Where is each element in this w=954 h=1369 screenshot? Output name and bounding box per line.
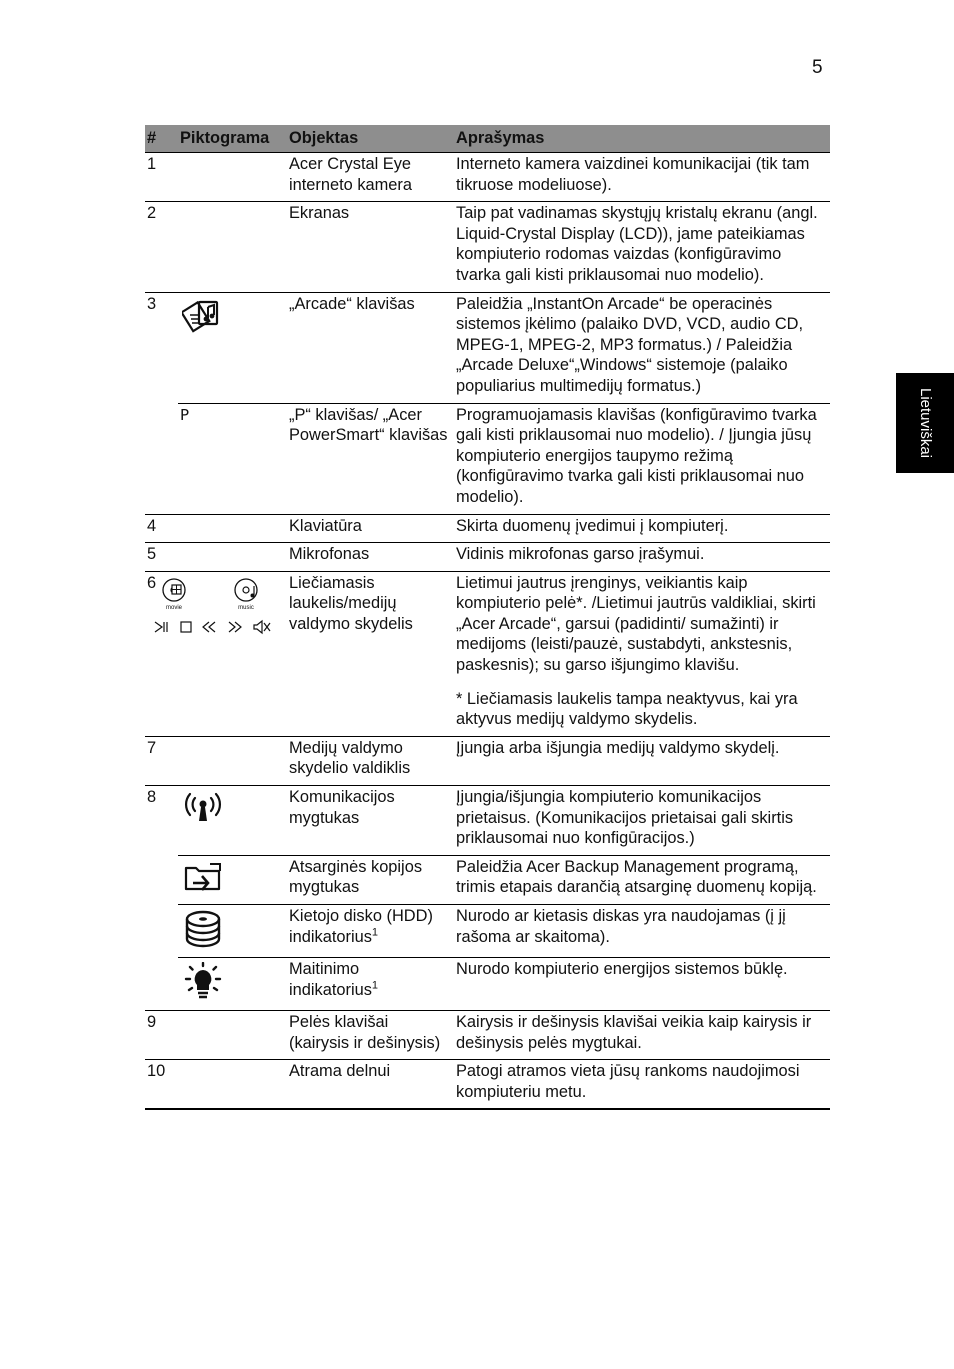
row-icon-cell bbox=[178, 514, 287, 543]
row-description: Įjungia arba išjungia medijų valdymo skydelį. bbox=[454, 736, 830, 785]
music-disc-icon bbox=[230, 576, 266, 612]
table-row bbox=[145, 514, 830, 543]
row-object: Komunikacijos mygtukas bbox=[287, 786, 454, 856]
row-number: 7 bbox=[145, 736, 178, 785]
row-description: Vidinis mikrofonas garso įrašymui. bbox=[454, 543, 830, 572]
table-header-row bbox=[145, 125, 830, 153]
row-description: Kairysis ir dešinysis klavišai veikia kaip kairysis ir dešinysis pelės mygtukai. bbox=[454, 1011, 830, 1060]
row-description: Nurodo ar kietasis diskas yra naudojamas (į jį rašoma ar skaitoma). bbox=[454, 905, 830, 958]
row-description: Patogi atramos vieta jūsų rankoms naudojimosi kompiuteriu metu. bbox=[454, 1060, 830, 1110]
row-icon-cell bbox=[178, 905, 287, 958]
row-object: „Arcade“ klavišas bbox=[287, 292, 454, 403]
page-number: 5 bbox=[812, 57, 823, 78]
row-description: Interneto kamera vaizdinei komunikacijai (tik tam tikruose modeliuose). bbox=[454, 153, 830, 202]
row-object: Atrama delnui bbox=[287, 1060, 454, 1110]
row-number: 3 bbox=[145, 292, 178, 403]
row-number bbox=[145, 958, 178, 1011]
row-object bbox=[287, 958, 454, 1011]
row-number: 4 bbox=[145, 514, 178, 543]
row-description: Taip pat vadinamas skystųjų kristalų ekranu (angl. Liquid-Crystal Display (LCD)), jame pateikiamas kompiuterio rodomas vaizdas (konfigūravimo tvarka gali kisti priklausomai nuo modelio). bbox=[454, 202, 830, 292]
row-description: Nurodo kompiuterio energijos sistemos būklę. bbox=[454, 958, 830, 1011]
header-number: # bbox=[145, 125, 178, 153]
table-row bbox=[145, 543, 830, 572]
row-icon-cell bbox=[178, 1060, 287, 1110]
table-row bbox=[145, 958, 830, 1011]
table-row bbox=[145, 736, 830, 785]
row-icon-cell bbox=[165, 571, 287, 736]
row-icon-cell bbox=[178, 403, 287, 514]
components-table bbox=[145, 125, 830, 1110]
row-description: Paleidžia „InstantOn Arcade“ be operacinės sistemos įkėlimo (palaiko DVD, VCD, audio CD, MPEG-1, MPEG-2, MP3 formatus.) / Paleidžia „Arcade Deluxe“„Windows“ sistemoje (palaiko populiarius multimedijų formatus.) bbox=[454, 292, 830, 403]
row-icon-cell bbox=[178, 855, 287, 904]
row-description-text: Lietimui jautrus įrenginys, veikiantis kaip kompiuterio pelė*. /Lietimui jautrūs valdikliai, skirti „Acer Arcade“, garsui (padidinti/ sumažinti) ir medijoms (leisti/pauzė, sustabdyti, ankstesnis, paskesnis); su garso išjungimo klavišu. bbox=[456, 573, 816, 675]
row-description-note: * Liečiamasis laukelis tampa neaktyvus, kai yra aktyvus medijų valdymo skydelis. bbox=[456, 689, 798, 729]
row-icon-cell bbox=[178, 292, 287, 403]
next-icon bbox=[226, 619, 244, 635]
row-object: Atsarginės kopijos mygtukas bbox=[287, 855, 454, 904]
row-icon-cell bbox=[178, 202, 287, 292]
row-object: Medijų valdymo skydelio valdiklis bbox=[287, 736, 454, 785]
row-number: 9 bbox=[145, 1011, 178, 1060]
row-object: Mikrofonas bbox=[287, 543, 454, 572]
header-icon: Piktograma bbox=[178, 125, 287, 153]
row-icon-cell bbox=[178, 1011, 287, 1060]
row-number bbox=[145, 905, 178, 958]
stop-icon bbox=[178, 619, 194, 635]
table-row bbox=[145, 855, 830, 904]
row-number bbox=[145, 855, 178, 904]
p-key-icon: P bbox=[180, 405, 190, 424]
row-icon-cell bbox=[178, 153, 287, 202]
table-row bbox=[145, 292, 830, 403]
play-pause-icon bbox=[152, 619, 170, 635]
table-row bbox=[145, 202, 830, 292]
row-description bbox=[454, 571, 830, 736]
row-object: „P“ klavišas/ „Acer PowerSmart“ klavišas bbox=[287, 403, 454, 514]
table-row bbox=[145, 403, 830, 514]
wireless-icon bbox=[182, 790, 224, 824]
table-row bbox=[145, 571, 830, 736]
row-number: 2 bbox=[145, 202, 178, 292]
previous-icon bbox=[200, 619, 218, 635]
footnote-marker: 1 bbox=[371, 979, 379, 992]
row-description: Įjungia/išjungia kompiuterio komunikacijos prietaisus. (Komunikacijos prietaisai gali skirtis priklausomai nuo konfigūracijos.) bbox=[454, 786, 830, 856]
row-object-text: Maitinimo indikatorius bbox=[289, 960, 372, 999]
header-object: Objektas bbox=[287, 125, 454, 153]
language-side-tab-label: Lietuviškai bbox=[917, 387, 934, 459]
movie-caption: movie bbox=[165, 604, 183, 611]
table-row bbox=[145, 786, 830, 856]
header-description: Aprašymas bbox=[454, 125, 830, 153]
row-number: 1 bbox=[145, 153, 178, 202]
row-number: 10 bbox=[145, 1060, 178, 1110]
table-row bbox=[145, 905, 830, 958]
row-description: Skirta duomenų įvedimui į kompiuterį. bbox=[454, 514, 830, 543]
music-caption: music bbox=[238, 604, 254, 611]
movie-disc-icon bbox=[158, 576, 194, 612]
media-icons bbox=[165, 573, 285, 643]
table-row bbox=[145, 153, 830, 202]
row-number: 8 bbox=[145, 786, 178, 856]
row-object bbox=[287, 905, 454, 958]
row-number: 5 bbox=[145, 543, 178, 572]
row-object-text: Kietojo disko (HDD) indikatorius bbox=[289, 907, 433, 946]
row-object: Acer Crystal Eye interneto kamera bbox=[287, 153, 454, 202]
row-number-text: 6 bbox=[147, 573, 157, 592]
backup-icon bbox=[182, 860, 224, 894]
language-side-tab bbox=[896, 373, 954, 473]
row-icon-cell bbox=[178, 736, 287, 785]
row-object: Klaviatūra bbox=[287, 514, 454, 543]
table-row bbox=[145, 1060, 830, 1110]
row-object: Pelės klavišai (kairysis ir dešinysis) bbox=[287, 1011, 454, 1060]
row-icon-cell bbox=[178, 786, 287, 856]
row-description: Paleidžia Acer Backup Management programą, trimis etapais darančią atsarginę duomenų kopiją. bbox=[454, 855, 830, 904]
row-description: Programuojamasis klavišas (konfigūravimo tvarka gali kisti priklausomai nuo modelio). / Įjungia jūsų kompiuterio energijos taupymo režimą (konfigūravimo tvarka gali kisti priklausomai nuo modelio). bbox=[454, 403, 830, 514]
mute-icon bbox=[252, 619, 272, 635]
row-object: Liečiamasis laukelis/medijų valdymo skydelis bbox=[287, 571, 454, 736]
arcade-icon bbox=[182, 297, 224, 335]
row-number bbox=[145, 403, 178, 514]
hdd-icon bbox=[182, 909, 224, 951]
table-row bbox=[145, 1011, 830, 1060]
row-icon-cell bbox=[178, 543, 287, 572]
row-icon-cell bbox=[178, 958, 287, 1011]
footnote-marker: 1 bbox=[371, 926, 379, 939]
row-object: Ekranas bbox=[287, 202, 454, 292]
power-indicator-icon bbox=[182, 962, 224, 1004]
